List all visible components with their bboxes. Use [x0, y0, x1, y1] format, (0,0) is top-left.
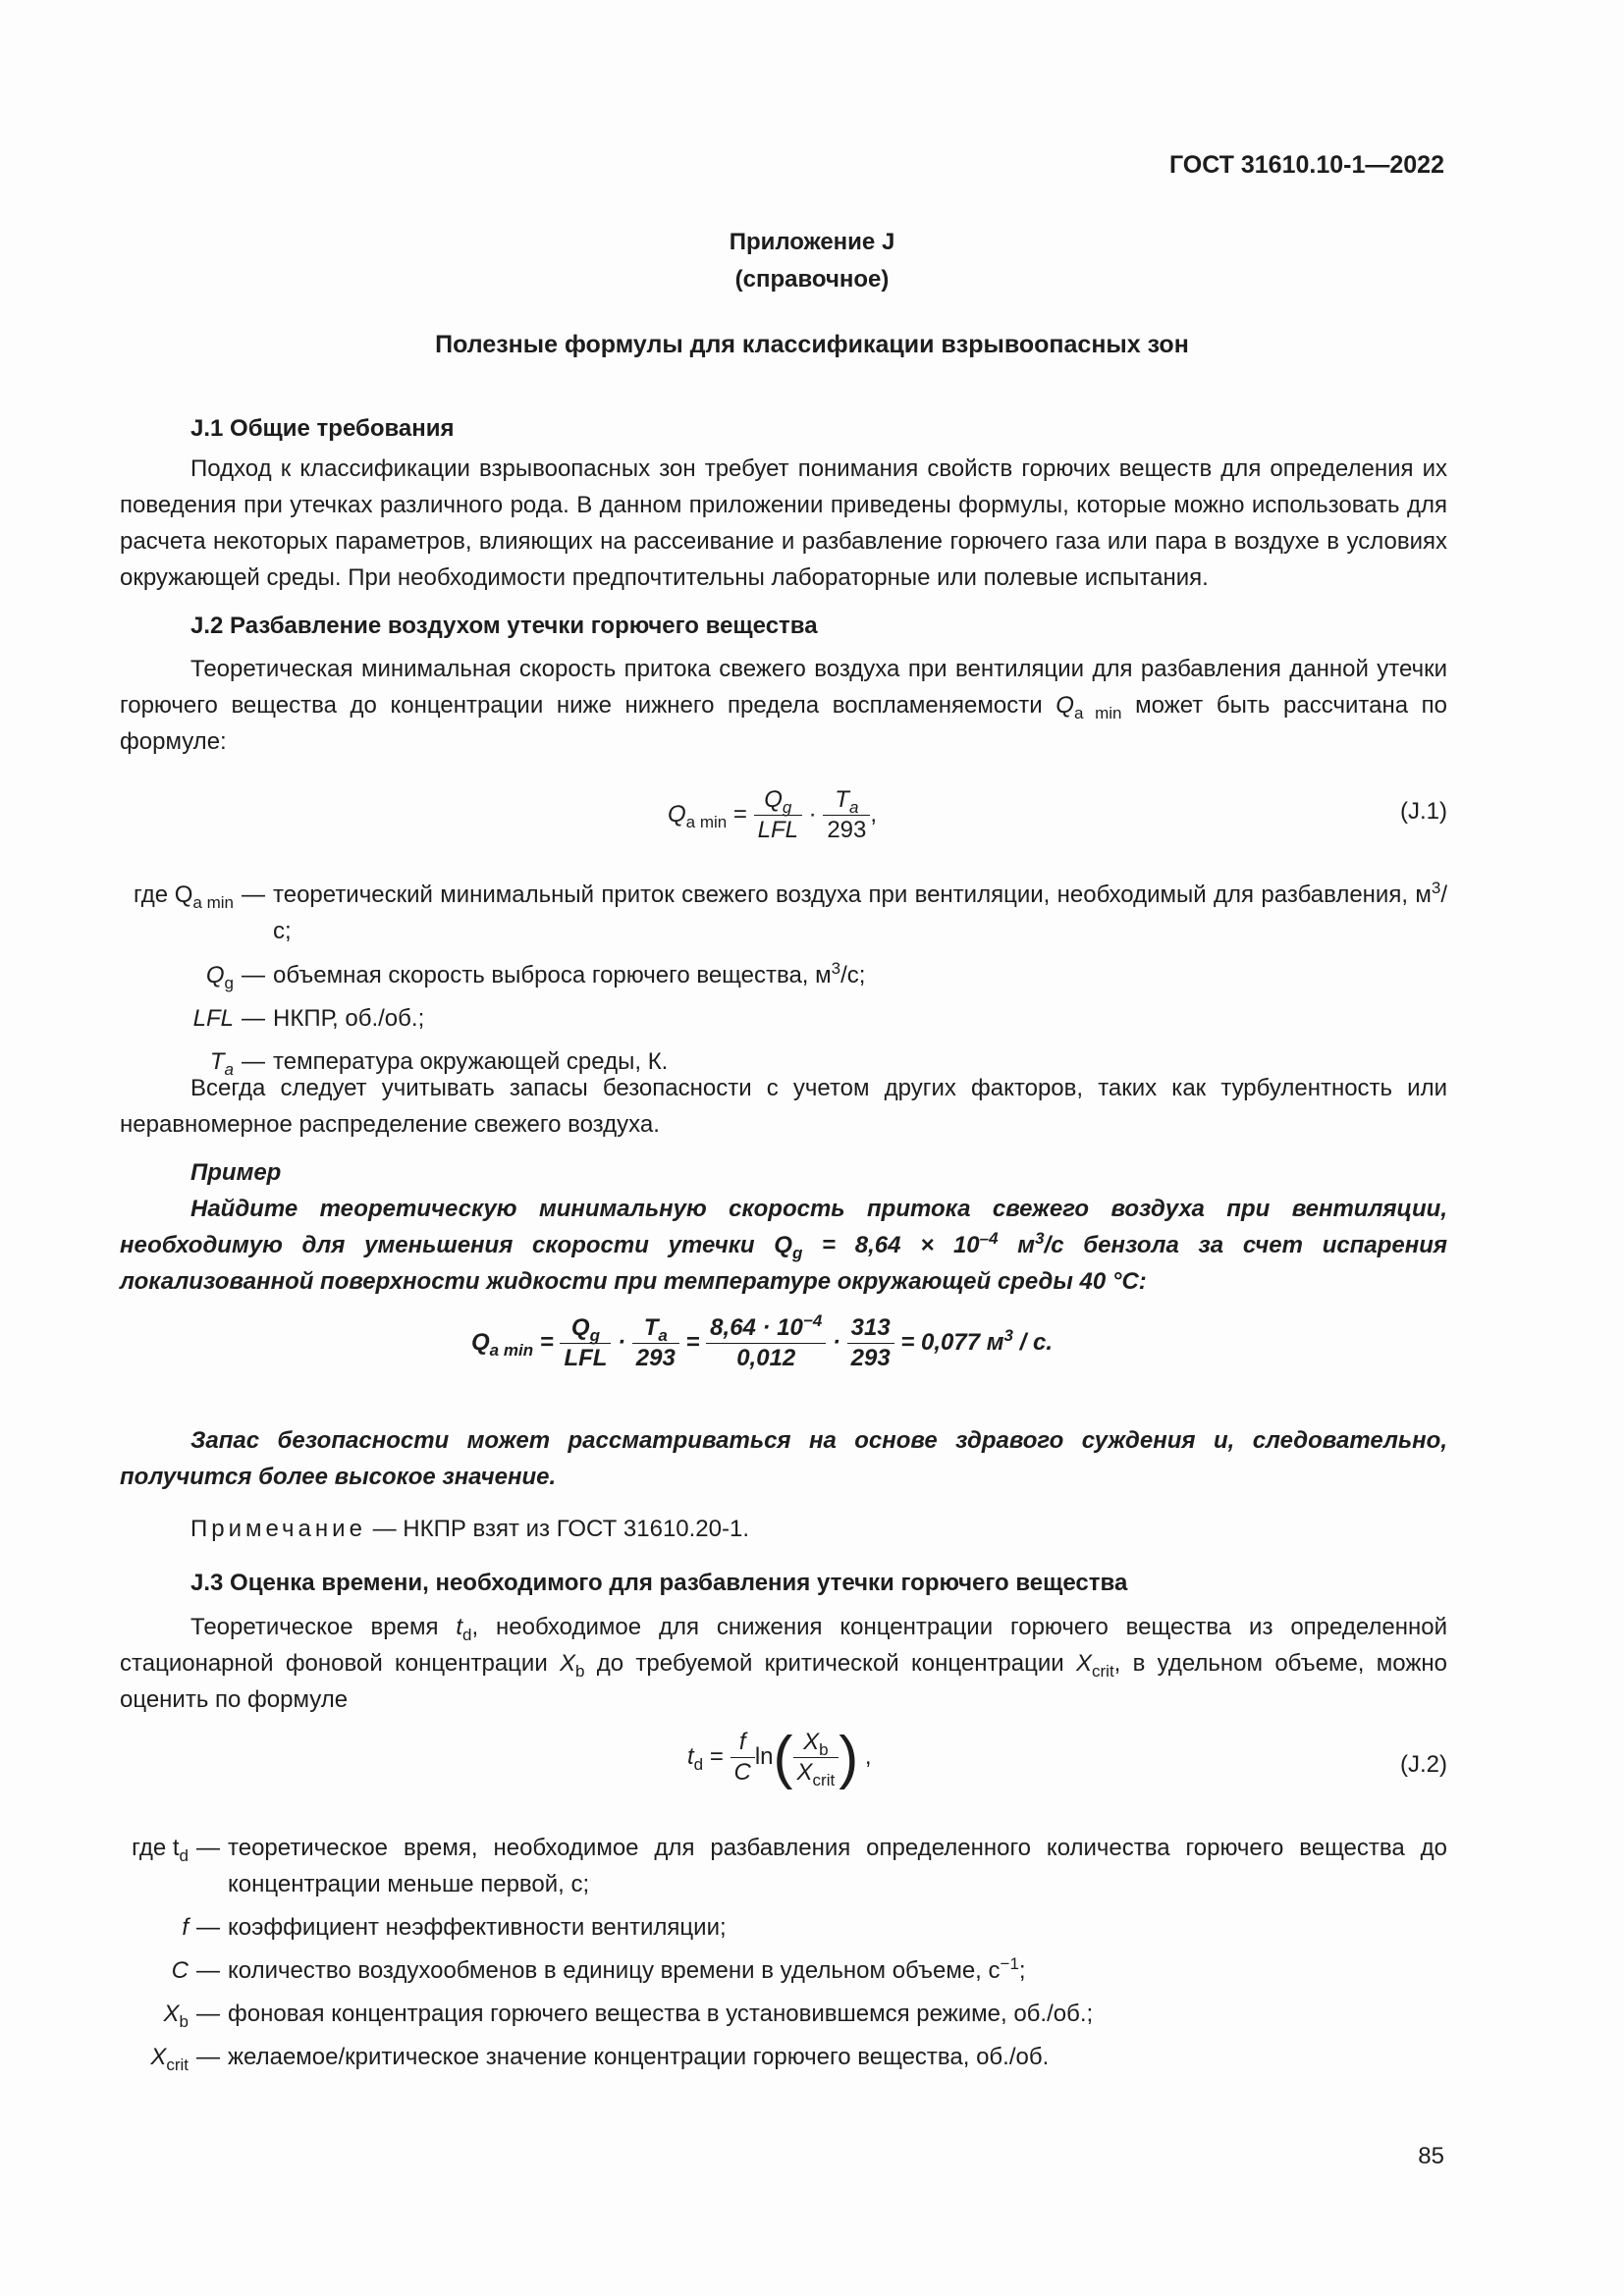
- fraction: $\frac{Q_g}{\text{LFL}}$: [560, 1313, 611, 1373]
- definition-row: $X_{crit}$ — желаемое/критическое значение концентрации горючего вещества, об./об.: [150, 2044, 1050, 2074]
- definition-row: где $t_d$ — теоретическое время, необходимое для разбавления определенного количества горючего вещества до концентрации меньше первой, с;: [132, 1835, 1447, 1897]
- fraction: $\frac{Q_g}{\text{LFL}}$: [754, 785, 802, 845]
- section-heading: J.3 Оценка времени, необходимого для разбавления утечки горючего вещества: [190, 1570, 1128, 1596]
- section-j1: [120, 410, 1447, 596]
- definitions-j2: [120, 1830, 1447, 2075]
- example-text: Найдите теоретическую минимальную скорость притока свежего воздуха при вентиляции, необходимую для уменьшения скорости утечки $Q_g = 8,64 \times 10^{-4}$ $м^3/с$ бензола за счет испарения локализованной поверхности жидкости при температуре окружающей среды 40 °С:: [120, 1196, 1448, 1295]
- annex-subject-title: Полезные формулы для классификации взрывоопасных зон: [435, 331, 1189, 358]
- note: [120, 1511, 1447, 1547]
- example-conclusion: Запас безопасности может рассматриваться на основе здравого суждения и, следовательно, получится более высокое значение.: [120, 1427, 1447, 1490]
- definitions-j1: [120, 877, 1447, 1080]
- definition-row: $T_a$ — температура окружающей среды, К.: [209, 1048, 669, 1079]
- paragraph: Теоретическое время $t_d$, необходимое для снижения концентрации горючего вещества из определенной стационарной фоновой концентрации $X_b$ до требуемой критической концентрации $X_{crit}$, в удельном объеме, можно оценить по формуле: [120, 1614, 1447, 1713]
- fraction: $\frac{T_a}{293}$: [823, 785, 870, 845]
- note-label: Примечание: [190, 1516, 366, 1542]
- example-label: Пример: [190, 1159, 282, 1186]
- fraction: $\frac{X_b}{X_{crit}}$: [793, 1728, 839, 1788]
- fraction: $\frac{8,64 \cdot 10^{-4}}{0,012}$: [706, 1313, 826, 1373]
- fraction: $\frac{313}{293}$: [847, 1313, 894, 1373]
- definition-row: f — коэффициент неэффективности вентиляции;: [182, 1914, 727, 1941]
- annex-heading: [0, 224, 1624, 298]
- paragraph: Подход к классификации взрывоопасных зон требует понимания свойств горючих веществ для определения их поведения при утечках различного рода. В данном приложении приведены формулы, которые можно использовать для расчета некоторых параметров, влияющих на рассеивание и разбавление горючего газа или пара в воздухе в условиях окружающей среды. При необходимости предпочтительны лабораторные или полевые испытания.: [120, 455, 1447, 591]
- formula-j1: $Q_{a min}$ = $\frac{Q_g}{\text{LFL}}$ · $\frac{T_a}{293}$ ,: [668, 786, 878, 843]
- annex-title: Приложение J: [729, 229, 895, 255]
- paragraph: Теоретическая минимальная скорость притока свежего воздуха при вентиляции для разбавления данной утечки горючего вещества до концентрации ниже нижнего предела воспламеняемости $Q_{a min}$ может быть рассчитана по формуле:: [120, 656, 1448, 755]
- document-header: ГОСТ 31610.10-1—2022: [1168, 151, 1444, 179]
- definition-row: $X_b$ — фоновая концентрация горючего вещества в установившемся режиме, об./об.;: [163, 2001, 1094, 2031]
- section-heading: J.1 Общие требования: [190, 415, 455, 442]
- section-heading: J.2 Разбавление воздухом утечки горючего вещества: [190, 613, 818, 639]
- section-j3: [120, 1565, 1447, 1718]
- page-number: 85: [1418, 2143, 1444, 2169]
- safety-margin-paragraph: Всегда следует учитывать запасы безопасности с учетом других факторов, таких как турбулентность или неравномерное распределение свежего воздуха.: [120, 1075, 1447, 1138]
- definition-row: LFL — НКПР, об./об.;: [192, 1005, 425, 1032]
- equation-number: (J.2): [1400, 1751, 1447, 1778]
- equation-number: (J.1): [1400, 798, 1447, 825]
- definition-row: C — количество воздухообменов в единицу времени в удельном объеме, $с^{-1}$;: [171, 1954, 1026, 1984]
- note-text: — НКПР взят из ГОСТ 31610.20-1.: [365, 1516, 750, 1542]
- definition-row: где $Q_{a min}$ — теоретический минимальный приток свежего воздуха при вентиляции, необходимый для разбавления, $м^3/с$;: [134, 879, 1447, 944]
- formula-j2: $t_d$ = $\frac{f}{C}$ ln( $\frac{X_b}{X_{crit}}$ ) ,: [687, 1724, 872, 1790]
- fraction: $\frac{f}{C}$: [731, 1728, 755, 1788]
- definition-row: $Q_g$ — объемная скорость выброса горючего вещества, $м^3/с$;: [205, 959, 866, 992]
- example-block: [120, 1154, 1447, 1300]
- section-j2: [120, 608, 1447, 760]
- example-formula: $Q_{a min}$ = $\frac{Q_g}{\text{LFL}}$ · $\frac{T_a}{293}$ = $\frac{8,64 \cdot 10^{-4}}{0,012}$ · $\frac{313}{293}$ = 0,077 $м^3$ / с.: [471, 1311, 1054, 1371]
- fraction: $\frac{T_a}{293}$: [632, 1313, 679, 1373]
- annex-type: (справочное): [734, 266, 890, 293]
